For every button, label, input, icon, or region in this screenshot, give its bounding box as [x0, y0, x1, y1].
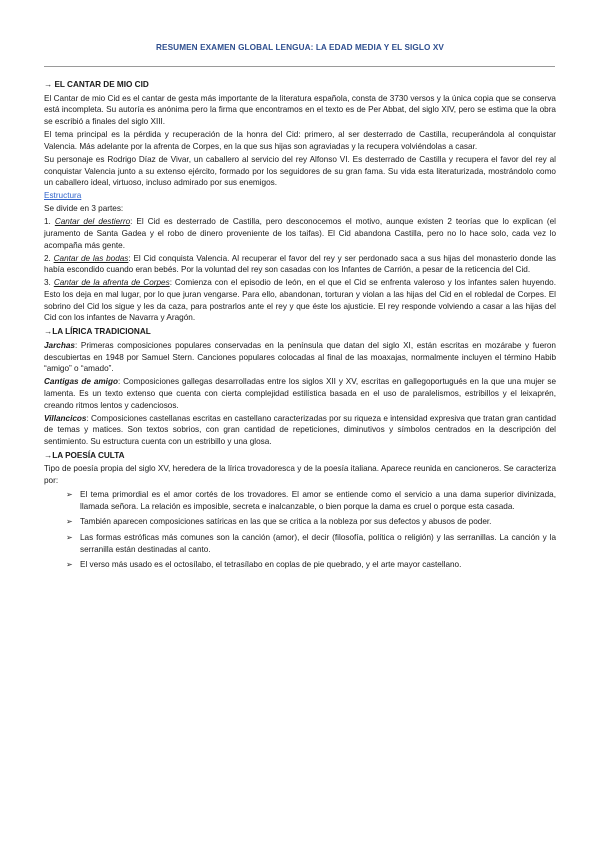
part-number: 3.	[44, 278, 51, 288]
estructura-link[interactable]: Estructura	[44, 191, 82, 201]
part-number: 2.	[44, 253, 51, 263]
title-divider	[44, 66, 555, 67]
definition: : Composiciones castellanas escritas en castellano caracterizadas por su riqueza e intensidad expresiva que tratan gran cantidad de temas y matices. Son textos sobrios, con gran cantidad de repeticiones, diminutivos y símbolos centrados en la descripción del sentimiento. Su estructura cuenta con un estribillo y una glosa.	[44, 413, 556, 447]
cantigas-paragraph	[44, 376, 556, 411]
paragraph: Su personaje es Rodrigo Díaz de Vivar, un caballero al servicio del rey Alfonso VI. Es desterrado de Castilla y recupera el favor del rey al conquistar Valencia junto a su extenso ejército, formado por los seguidores de su gran fama. Su vida esta literaturizada, mostrándolo como un caballero ideal, virtuoso, incluso admirado por sus enemigos.	[44, 154, 556, 188]
paragraph: El tema principal es la pérdida y recuperación de la honra del Cid: primero, al ser desterrado de Castilla, recuperándola al conquistar Valencia. Más adelante por la afrenta de Corpes, en la que sus hijas son agraviadas y la recupera volviéndolas a casar.	[44, 130, 556, 151]
arrowhead-bullet-icon: ➢	[66, 532, 73, 542]
part-1	[44, 216, 556, 251]
heading-text: LA LÍRICA TRADICIONAL	[52, 327, 151, 337]
paragraph: El Cantar de mio Cid es el cantar de gesta más importante de la literatura española, consta de 3730 versos y la única copia que se conserva está incompleta. Su autoría es anónima pero la firma que encontramos en el texto es de Per Abbat, del siglo XIV, pero se estima que la obra se escribió a finales del siglo XIII.	[44, 93, 556, 127]
definition: : Primeras composiciones populares conservadas en la península que datan del siglo XI, están escritas en mozárabe y fueron descubiertas en 1948 por Samuel Stern. Canciones populares colocadas al final de las moaxajas, normalmente incluyen el término Habib “amigo” o “amado”.	[44, 340, 556, 374]
definition: : Composiciones gallegas desarrolladas entre los siglos XII y XV, escritas en gallegoportugués en la que una mujer se lamenta. Es un texto extenso que cuenta con cierta complejidad estilística basada en el uso de paralelismos, estribillos y el leixaprén, creando ritmos lentos y cadenciosos.	[44, 377, 556, 410]
part-text: : Comienza con el episodio de león, en el que el Cid se enfrenta valeroso y los infantes salen huyendo. Esto los deja en mal lugar, por lo que juran vengarse. Para ello, abandonan, torturan y violan a las hijas del Cid en el robledal de Corpes. El sobrino del Cid los sigue y les da caza, para postrarlos ante el rey y que éste los ajusticie. El rey responde volviendo a casar a las hijas del Cid con los infantes de Navarra y Aragón.	[44, 278, 556, 323]
part-text: : El Cid es desterrado de Castilla, pero desconocemos el motivo, aunque existen 2 teorías que lo explican (el juramento de Santa Gadea y el robo de dinero proveniente de los taifas). El Cid abandona Castilla, pero no lo hace solo, cada vez lo acompaña más gente.	[44, 217, 557, 250]
jarchas-paragraph	[44, 340, 556, 375]
list-item-text: El tema primordial es el amor cortés de los trovadores. El amor se entiende como el servicio a una dama superior divinizada, llamada señora. La relación es imposible, secreta e inalcanzable, o bien porque la dama es cruel o porque esta casada.	[80, 489, 556, 511]
term: Cantigas de amigo	[44, 377, 118, 387]
term: Villancicos	[44, 413, 87, 423]
term: Jarchas	[44, 340, 75, 350]
document-body	[44, 77, 556, 575]
paragraph: Tipo de poesía propia del siglo XV, heredera de la lírica trovadoresca y de la poesía italiana. Aparece reunida en cancioneros. Se caracteriza por:	[44, 464, 556, 486]
paragraph-estructura	[44, 190, 556, 202]
list-item	[44, 532, 556, 555]
heading-text: LA POESÍA CULTA	[52, 450, 125, 460]
list-item-text: El verso más usado es el octosílabo, el tetrasílabo en coplas de pie quebrado, y el arte mayor castellano.	[80, 560, 462, 570]
heading-text: EL CANTAR DE MIO CID	[54, 80, 149, 89]
arrow-icon: →	[44, 450, 53, 460]
arrow-icon: →	[44, 80, 53, 89]
list-item	[44, 559, 556, 571]
section-heading-cid	[44, 79, 556, 91]
list-item	[44, 516, 556, 528]
section-heading-lirica	[44, 326, 556, 338]
part-title: Cantar de la afrenta de Corpes	[53, 278, 170, 288]
part-2	[44, 253, 556, 276]
part-title: Cantar del destierro	[54, 217, 131, 227]
list-item	[44, 489, 556, 512]
paragraph: Se divide en 3 partes:	[44, 204, 124, 214]
arrowhead-bullet-icon: ➢	[66, 489, 73, 499]
villancicos-paragraph	[44, 413, 556, 448]
part-text: : El Cid conquista Valencia. Al recuperar el favor del rey y ser perdonado saca a sus hijas del monasterio donde las había escondido cuando eran bebés. Por la voluntad del rey son casadas con los Infantes de Carrión, a pesar de la reticencia del Cid.	[44, 253, 557, 275]
arrowhead-bullet-icon: ➢	[66, 560, 73, 570]
arrowhead-bullet-icon: ➢	[66, 517, 73, 527]
section-heading-culta	[44, 450, 556, 462]
list-item-text: También aparecen composiciones satíricas en las que se critica a la nobleza por sus defectos y abusos de poder.	[80, 517, 492, 527]
part-number: 1.	[44, 217, 51, 227]
bullet-list	[44, 489, 556, 571]
part-3	[44, 277, 556, 324]
document-title: RESUMEN EXAMEN GLOBAL LENGUA: LA EDAD MEDIA Y EL SIGLO XV	[156, 43, 444, 52]
part-title: Cantar de las bodas	[53, 253, 129, 263]
arrow-icon: →	[44, 327, 53, 337]
list-item-text: Las formas estróficas más comunes son la canción (amor), el decir (filosofía, política o religión) y las serranillas. La canción y la serranilla están destinadas al canto.	[80, 532, 556, 554]
